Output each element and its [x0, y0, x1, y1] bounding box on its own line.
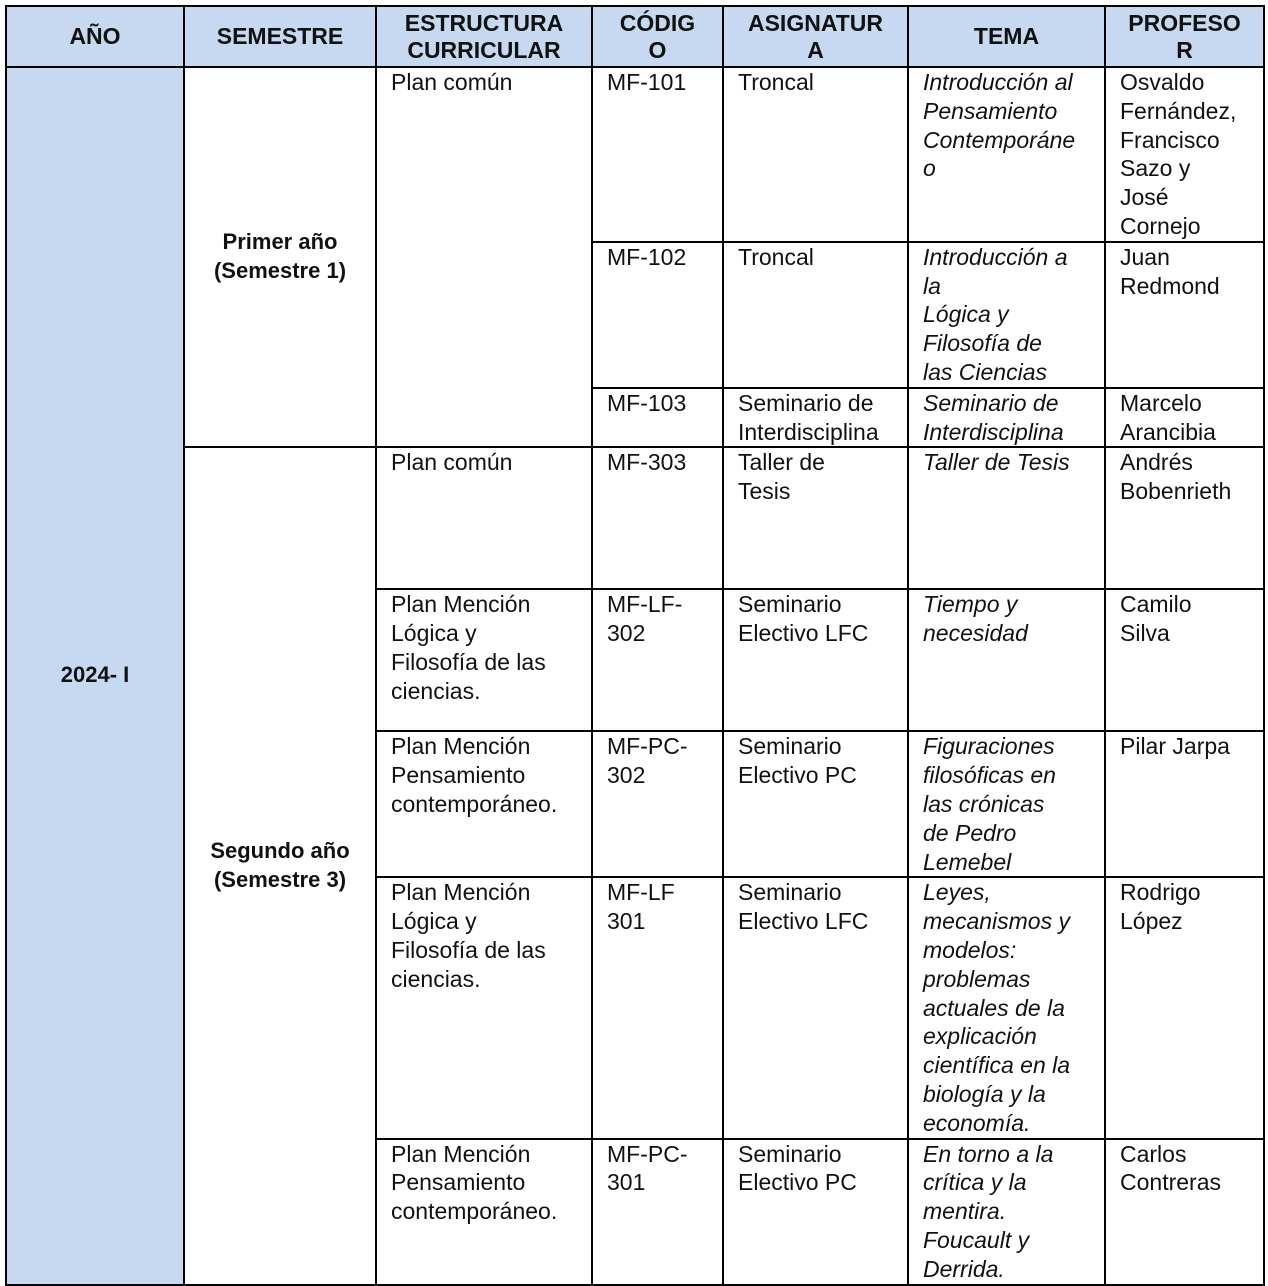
estructura-cell: Plan común [376, 447, 592, 589]
tema-cell: Tiempo y necesidad [908, 589, 1105, 731]
semester-3-cell: Segundo año (Semestre 3) [184, 447, 376, 1284]
header-codigo: CÓDIG O [592, 6, 723, 67]
table-row [6, 447, 1264, 589]
header-estructura: ESTRUCTURA CURRICULAR [376, 6, 592, 67]
estructura-cell: Plan Mención Lógica y Filosofía de las ciencias. [376, 589, 592, 731]
estructura-cell: Plan Mención Pensamiento contemporáneo. [376, 731, 592, 877]
profesor-cell: Marcelo Arancibia [1105, 388, 1264, 448]
estructura-cell: Plan común [376, 67, 592, 447]
profesor-cell: Osvaldo Fernández, Francisco Sazo y José Cornejo [1105, 67, 1264, 242]
codigo-cell: MF-LF 301 [592, 877, 723, 1138]
asignatura-cell: Taller de Tesis [723, 447, 908, 589]
tema-cell: Figuraciones filosóficas en las crónicas de Pedro Lemebel [908, 731, 1105, 877]
semester-1-cell: Primer año (Semestre 1) [184, 67, 376, 447]
codigo-cell: MF-PC- 302 [592, 731, 723, 877]
header-anio: AÑO [6, 6, 184, 67]
codigo-cell: MF-103 [592, 388, 723, 448]
curriculum-table [5, 5, 1265, 1286]
header-semestre: SEMESTRE [184, 6, 376, 67]
header-profesor: PROFESO R [1105, 6, 1264, 67]
asignatura-cell: Seminario de Interdisciplina [723, 388, 908, 448]
profesor-cell: Rodrigo López [1105, 877, 1264, 1138]
profesor-cell: Juan Redmond [1105, 242, 1264, 388]
table-row [6, 67, 1264, 242]
tema-cell: Seminario de Interdisciplina [908, 388, 1105, 448]
asignatura-cell: Seminario Electivo LFC [723, 589, 908, 731]
header-row [6, 6, 1264, 67]
tema-cell: Leyes, mecanismos y modelos: problemas actuales de la explicación científica en la biología y la economía. [908, 877, 1105, 1138]
asignatura-cell: Troncal [723, 67, 908, 242]
codigo-cell: MF-101 [592, 67, 723, 242]
year-cell: 2024- I [6, 67, 184, 1285]
header-asignatura: ASIGNATUR A [723, 6, 908, 67]
tema-cell: Introducción a la Lógica y Filosofía de las Ciencias [908, 242, 1105, 388]
profesor-cell: Andrés Bobenrieth [1105, 447, 1264, 589]
codigo-cell: MF-LF- 302 [592, 589, 723, 731]
profesor-cell: Camilo Silva [1105, 589, 1264, 731]
asignatura-cell: Troncal [723, 242, 908, 388]
asignatura-cell: Seminario Electivo PC [723, 1139, 908, 1285]
profesor-cell: Pilar Jarpa [1105, 731, 1264, 877]
codigo-cell: MF-303 [592, 447, 723, 589]
asignatura-cell: Seminario Electivo PC [723, 731, 908, 877]
codigo-cell: MF-102 [592, 242, 723, 388]
estructura-cell: Plan Mención Lógica y Filosofía de las ciencias. [376, 877, 592, 1138]
estructura-cell: Plan Mención Pensamiento contemporáneo. [376, 1139, 592, 1285]
tema-cell: Taller de Tesis [908, 447, 1105, 589]
profesor-cell: Carlos Contreras [1105, 1139, 1264, 1285]
codigo-cell: MF-PC- 301 [592, 1139, 723, 1285]
tema-cell: Introducción al Pensamiento Contemporáne o [908, 67, 1105, 242]
tema-cell: En torno a la crítica y la mentira. Foucault y Derrida. [908, 1139, 1105, 1285]
asignatura-cell: Seminario Electivo LFC [723, 877, 908, 1138]
header-tema: TEMA [908, 6, 1105, 67]
